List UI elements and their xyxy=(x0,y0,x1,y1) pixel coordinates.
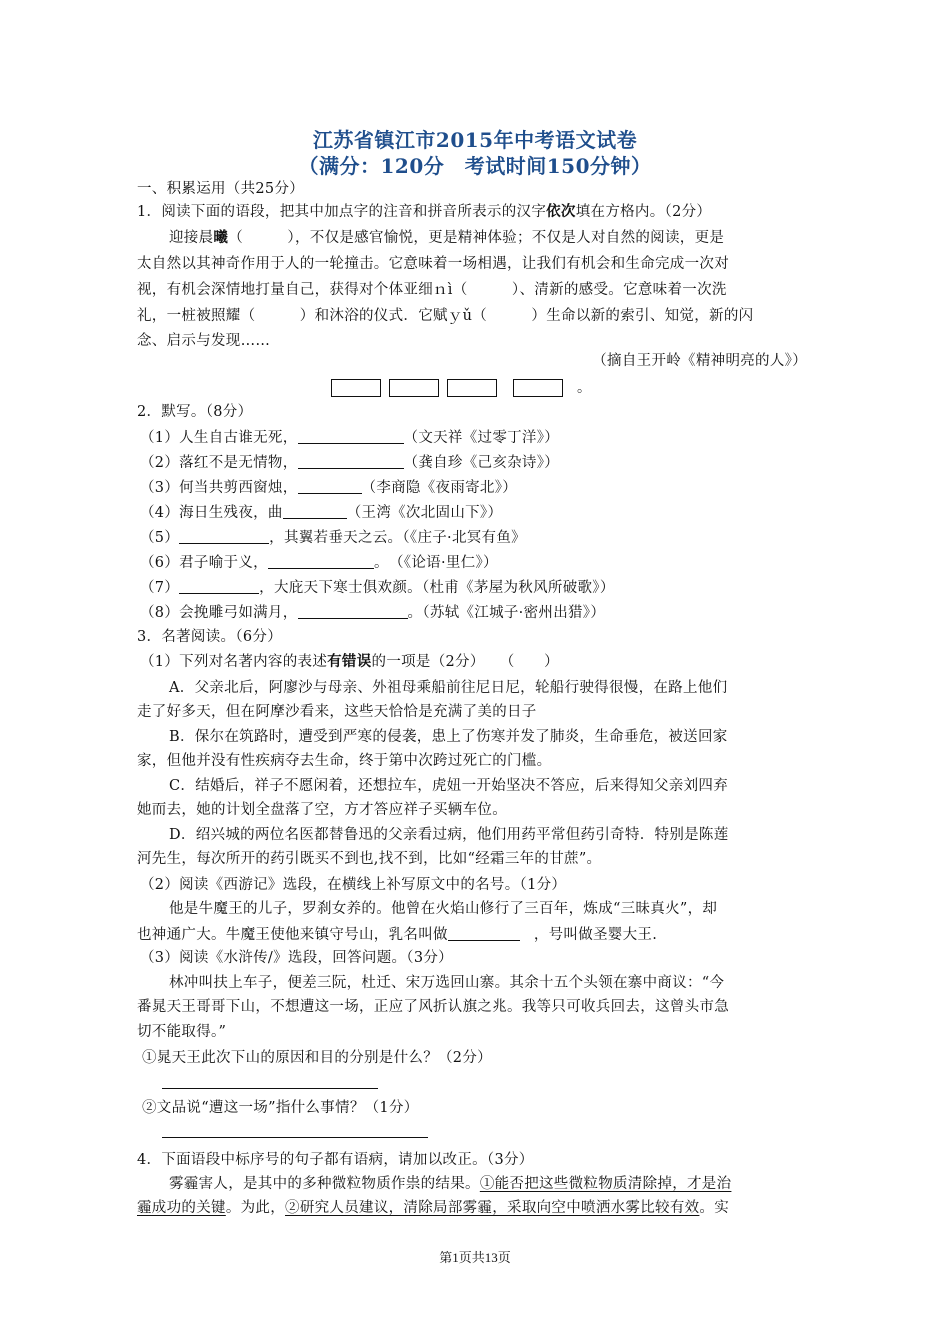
q2-item-source: （王湾《次北固山下》） xyxy=(346,505,503,521)
q1-paragraph-line: 视，有机会深情地打量自己，获得对个体亚细ｎì（ ）、清新的感受。它意味着一次洗 xyxy=(137,282,727,298)
q2-item xyxy=(140,478,517,497)
q4-sentence-2: ②研究人员建议，清除局部雾霾，采取向空中喷洒水雾比较有效 xyxy=(285,1200,700,1216)
q3-sub2-text-part: 也神通广大。牛魔王使他来镇守号山，乳名叫做 xyxy=(137,927,448,943)
q4-text: 。实 xyxy=(699,1200,730,1216)
option-b-line: 家，但他并没有性疾病夺去生命，终于第中次跨过死亡的门槛。 xyxy=(137,753,552,769)
exam-title: 江苏省镇江市2015年中考语文试卷 xyxy=(312,128,638,152)
q3-sub2: （2）阅读《西游记》选段，在横线上补写原文中的名号。（1分） xyxy=(140,877,567,893)
q1-paragraph-line: 太自然以其神奇作用于人的一轮撞击。它意味着一场相遇，让我们有机会和生命完成一次对 xyxy=(137,256,729,272)
q1-paragraph-line xyxy=(169,229,724,247)
fill-blank[interactable] xyxy=(179,578,259,594)
q3-sub3-question-1: ①晁天王此次下山的原因和目的分别是什么？（2分） xyxy=(142,1050,492,1066)
fill-blank[interactable] xyxy=(298,428,404,444)
option-c-line: 她而去，她的计划全盘落了空，方才答应祥子买辆车位。 xyxy=(137,802,507,818)
q2-item-text: （1）人生自古谁无死， xyxy=(140,430,298,446)
q2-item xyxy=(140,528,526,547)
q3-sub3-text: 切不能取得。” xyxy=(137,1024,227,1040)
answer-box-3[interactable] xyxy=(447,379,497,397)
q3-sub1-text: （1）下列对名著内容的表述 xyxy=(140,654,328,670)
fill-blank[interactable] xyxy=(298,478,362,494)
option-d-line: 河先生，每次所开的药引既买不到也,找不到，比如“经霜三年的甘蔗”。 xyxy=(137,851,602,867)
q4-paragraph-line xyxy=(137,1199,729,1217)
option-c-line: C．结婚后，祥子不愿闲着，还想拉车，虎妞一开始坚决不答应，后来得知父亲刘四弃 xyxy=(169,778,728,794)
fill-blank[interactable] xyxy=(268,553,374,569)
fill-blank[interactable] xyxy=(298,453,404,469)
q2-item xyxy=(140,578,615,597)
q2-item-source: （龚自珍《己亥杂诗》） xyxy=(403,455,560,471)
q4-sentence-1: ①能否把这些微粒物质清除掉，才是治 xyxy=(479,1176,732,1192)
q2-item xyxy=(140,453,559,472)
q1-stem xyxy=(137,203,711,221)
q1-stem-emphasis: 依次 xyxy=(546,203,576,220)
answer-box-1[interactable] xyxy=(331,379,381,397)
q3-sub2-text-part: ，号叫做圣婴大王. xyxy=(533,927,658,943)
q3-sub2-text xyxy=(137,925,657,944)
q2-item xyxy=(140,428,559,447)
q3-stem: 3．名著阅读。（6分） xyxy=(137,629,282,645)
q2-item-source: 。（苏轼《江城子·密州出猎》） xyxy=(407,605,606,621)
answer-line[interactable] xyxy=(162,1137,428,1138)
option-d-line: D．绍兴城的两位名医都替鲁迅的父亲看过病，他们用药平常但药引奇特．特别是陈莲 xyxy=(169,827,729,843)
q2-item-source: ，大庇天下寒士俱欢颜。（杜甫《茅屋为秋风所破歌》） xyxy=(259,580,615,596)
answer-boxes xyxy=(331,377,591,397)
q1-source: （摘自王开岭《精神明亮的人》） xyxy=(592,353,807,369)
q1-text: 迎接晨 xyxy=(169,230,214,246)
q1-paragraph-line: 念、启示与发现…… xyxy=(137,333,271,349)
q4-paragraph-line xyxy=(169,1175,731,1193)
q2-item-text: （2）落红不是无情物， xyxy=(140,455,298,471)
q2-item-text: （3）何当共剪西窗烛， xyxy=(140,480,298,496)
q2-stem: 2．默写。（8分） xyxy=(137,404,253,420)
q3-sub3: （3）阅读《水浒传/》选段，回答问题。（3分） xyxy=(140,950,453,966)
option-a-line: A．父亲北后，阿廖沙与母亲、外祖母乘船前往尼日尼，轮船行驶得很慢，在路上他们 xyxy=(169,680,728,696)
q2-item xyxy=(140,503,502,522)
q3-sub1 xyxy=(140,653,559,671)
q1-text: （ ），不仅是感官愉悦，更是精神体验；不仅是人对自然的阅读，更是 xyxy=(228,230,725,246)
q4-text: 。为此， xyxy=(225,1200,286,1216)
q3-sub1-score: 的一项是（2分） （ ） xyxy=(371,654,559,670)
q2-item xyxy=(140,553,498,572)
q1-stem-text: 1．阅读下面的语段，把其中加点字的注音和拼音所表示的汉字 xyxy=(137,204,547,220)
section-heading: 一、积累运用（共25分） xyxy=(137,181,305,197)
q2-item-text: （6）君子喻于义， xyxy=(140,555,268,571)
q2-item-text: （4）海日生残夜，曲 xyxy=(140,505,283,521)
page-footer: 第1页共13页 xyxy=(439,1250,511,1265)
fill-blank[interactable] xyxy=(179,528,269,544)
fill-blank[interactable] xyxy=(448,925,520,941)
q1-dotted-char: 曦 xyxy=(213,229,229,246)
q4-text: 雾霾害人，是其中的多种微粒物质作祟的结果。 xyxy=(169,1176,480,1192)
q1-paragraph-line: 礼，一桩被照耀（ ）和沐浴的仪式．它赋ｙǔ（ ）生命以新的索引、知觉，新的闪 xyxy=(137,308,754,324)
q2-item-text: （5） xyxy=(140,530,180,546)
q4-sentence-1: 霾成功的关键 xyxy=(137,1200,226,1216)
q2-item-source: ，其翼若垂天之云。（《庄子·北冥有鱼》 xyxy=(269,530,526,546)
q4-stem: 4．下面语段中标序号的句子都有语病，请加以改正。（3分） xyxy=(137,1152,534,1168)
fill-blank[interactable] xyxy=(298,603,408,619)
answer-box-2[interactable] xyxy=(389,379,439,397)
option-a-line: 走了好多天，但在阿摩沙看来，这些天恰恰是充满了美的日子 xyxy=(137,704,537,720)
answer-box-4[interactable] xyxy=(513,379,563,397)
answer-line[interactable] xyxy=(162,1088,378,1089)
q2-item-source: （文天祥《过零丁洋》） xyxy=(403,430,560,446)
q2-item-source: （李商隐《夜雨寄北》） xyxy=(361,480,518,496)
q3-sub3-text: 番晁天王哥哥下山，不想遭这一场，正应了风折认旗之兆。我等只可收兵回去，这曾头市急 xyxy=(137,999,729,1015)
q3-sub3-text: 林冲叫扶上车子，便差三阮，杜迁、宋万选回山寨。其余十五个头领在寨中商议：“今 xyxy=(169,975,725,991)
answer-box-period: 。 xyxy=(577,380,591,396)
option-b-line: B．保尔在筑路时，遭受到严寒的侵袭，患上了伤寒并发了肺炎，生命垂危，被送回家 xyxy=(169,729,728,745)
q2-item-text: （7） xyxy=(140,580,180,596)
exam-subtitle: （满分：120分 考试时间150分钟） xyxy=(298,154,652,178)
q3-sub3-question-2: ②文品说“遭这一场”指什么事情？（1分） xyxy=(142,1100,419,1116)
fill-blank[interactable] xyxy=(283,503,347,519)
q3-sub1-emphasis: 有错误 xyxy=(327,653,372,670)
q2-item-text: （8）会挽雕弓如满月， xyxy=(140,605,298,621)
q1-stem-score: 填在方格内。（2分） xyxy=(575,204,712,220)
q2-item-source: 。 （《论语·里仁》） xyxy=(373,555,498,571)
q2-item xyxy=(140,603,605,622)
q3-sub2-text: 他是牛魔王的儿子，罗刹女养的。他曾在火焰山修行了三百年，炼成“三昧真火”，却 xyxy=(169,901,718,917)
